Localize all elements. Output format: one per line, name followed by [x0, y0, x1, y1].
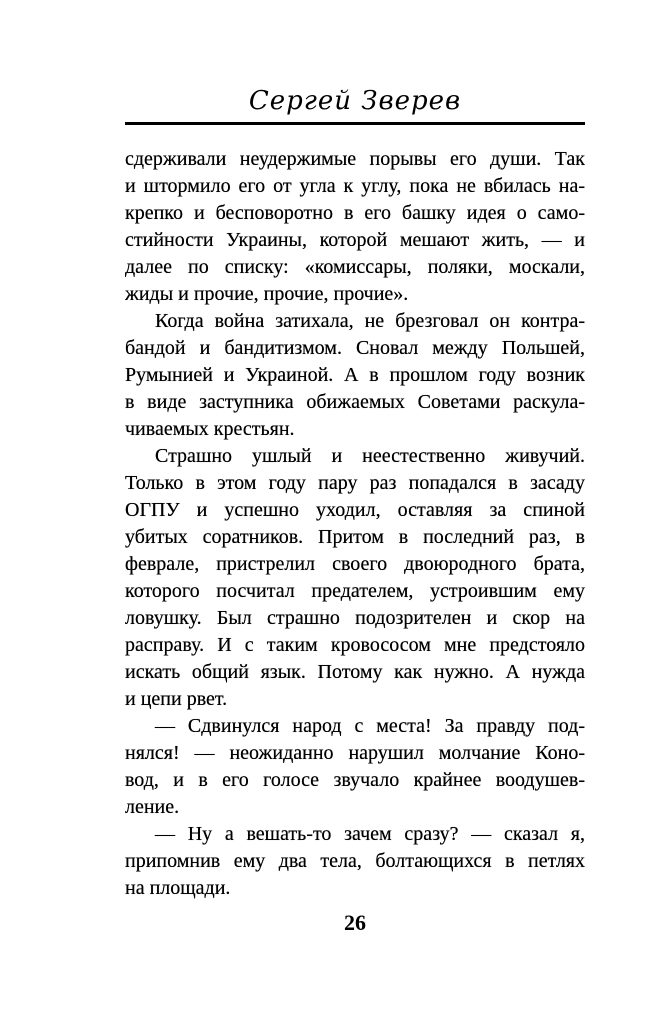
text-line: крепко и бесповоротно в его башку идея о само-	[125, 202, 585, 224]
text-line: ление.	[125, 796, 180, 818]
text-line: Только в этом году пару раз попадался в засаду	[125, 472, 585, 494]
text-line: стийности Украины, которой мешают жить, — и	[125, 229, 585, 251]
text-line: Страшно ушлый и неестественно живучий.	[155, 445, 585, 467]
text-line: сдерживали неудержимые порывы его души. Так	[125, 148, 585, 170]
page-number: 26	[344, 910, 366, 935]
text-line: убитых соратников. Притом в последний раз, в	[125, 526, 585, 548]
text-line: ловушку. Был страшно подозрителен и скор на	[125, 607, 585, 629]
text-line: далее по списку: «комиссары, поляки, москали,	[125, 256, 585, 278]
text-line: которого посчитал предателем, устроившим ему	[125, 580, 585, 602]
text-line: вод, и в его голосе звучало крайнее воодушев-	[125, 769, 585, 791]
text-line: и цепи рвет.	[125, 688, 228, 710]
text-line: искать общий язык. Потому как нужно. А нужда	[125, 661, 585, 683]
text-body	[125, 146, 585, 902]
text-line: нялся! — неожиданно нарушил молчание Коно-	[125, 742, 585, 764]
text-line: припомнив ему два тела, болтающихся в петлях	[125, 850, 585, 872]
text-line: чиваемых крестьян.	[125, 418, 295, 440]
text-line: — Ну а вешать-то зачем сразу? — сказал я,	[155, 823, 585, 845]
text-line: жиды и прочие, прочие, прочие».	[125, 283, 409, 305]
text-line: бандой и бандитизмом. Сновал между Польшей,	[125, 337, 585, 359]
text-line: в виде заступника обижаемых Советами раскула-	[125, 391, 585, 413]
text-line: расправу. И с таким кровососом мне предстояло	[125, 634, 585, 656]
text-line: ОГПУ и успешно уходил, оставляя за спиной	[125, 499, 585, 521]
text-line: феврале, пристрелил своего двоюродного брата,	[125, 553, 585, 575]
text-line: — Сдвинулся народ с места! За правду под-	[155, 715, 585, 737]
text-line: Когда война затихала, не брезговал он контра-	[155, 310, 585, 332]
running-header-author: Сергей Зверев	[248, 86, 462, 116]
page-content	[125, 0, 585, 1033]
text-line: и штормило его от угла к углу, пока не вбилась на-	[125, 175, 585, 197]
text-line: Румынией и Украиной. А в прошлом году возник	[125, 364, 585, 386]
text-line: на площади.	[125, 877, 231, 899]
header-divider	[125, 122, 585, 125]
